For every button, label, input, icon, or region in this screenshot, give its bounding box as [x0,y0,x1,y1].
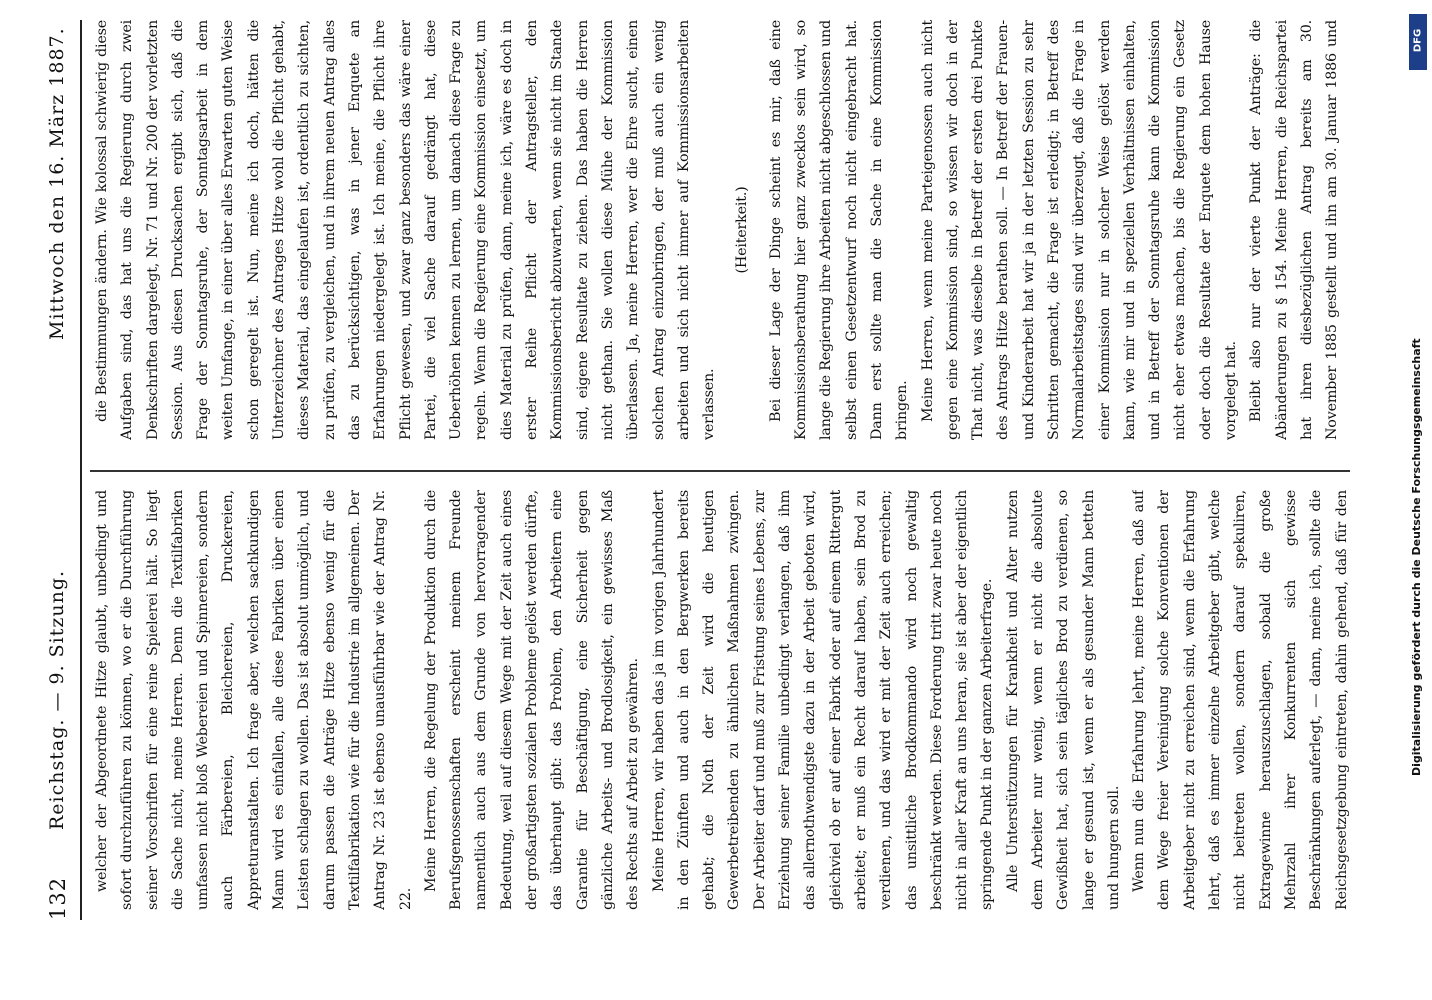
paragraph: Meine Herren, wir haben das ja im vorigen Jahrhundert in den Zünften und auch in den Bergwerken bereits gehabt; die Noth der Zeit wird die heutigen Gewerbetreibenden zu ähnlichen Maßnahmen zwingen. Der Arbeiter darf und muß zur Fristung seines Lebens, zur Erziehung seiner Familie unbedingt verlangen, daß ihm das allernothwendigste dazu in der Arbeit geboten wird, gleichviel ob er auf einer Fabrik oder auf einem Rittergut arbeitet; er muß ein Recht darauf haben, sein Brod zu verdienen, und das wird er mit der Zeit auch erreichen; das unsittliche Brodkommando wird noch gewaltig beschränkt werden. Diese Forderung tritt zwar heute noch nicht in aller Kraft an uns heran, sie ist aber der eigentlich springende Punkt in der ganzen Arbeiterfrage. [650,490,996,910]
page-number: 132 [46,876,70,920]
dfg-funding-note: Digitalisierung gefördert durch die Deutsche Forschungsgemeinschaft [1410,338,1423,776]
column-divider [90,471,1350,473]
paragraph: Meine Herren, wenn meine Parteigenossen auch nicht gegen eine Kommission sind, so wissen wir doch in der That nicht, was dieselbe in Betreff der ersten drei Punkte des Antrags Hitze berathen soll. — In Betreff der Frauen- und Kinderarbeit hat wir ja in der letzten Session zu sehr Schritten gemacht, die Frage ist erledigt; in Betreff des Normalarbeitstages sind wir überzeugt, daß die Frage in einer Kommission nur in solcher Weise gelöst werden kann, wie mir und in speziellen Verhältnissen einhalten, und in Betreff der Sonntagsruhe kann die Kommission nicht eher etwas machen, bis die Regierung ein Gesetz oder doch die Resultate der Enquete dem hohen Hause vorgelegt hat. [919,20,1240,440]
page-header [44,20,74,920]
paragraph: Alle Unterstützungen für Krankheit und Alter nutzen dem Arbeiter nur wenig, wenn er nicht die absolute Gewißheit hat, sich sein tägliches Brod zu verdienen, so lange er gesund ist, wenn er als gesunder Mann betteln und hungern soll. [1004,490,1122,910]
dfg-logo: DFG [1409,14,1427,70]
paragraph: die Bestimmungen ändern. Wie kolossal schwierig diese Aufgaben sind, das hat uns die Regierung durch zwei Denkschriften dargelegt, Nr. 71 und Nr. 200 der vorletzten Session. Aus diesen Drucksachen ergibt sich, daß die Frage der Sonntagsruhe, der Sonntagsarbeit in dem weiten Umfange, in einer über alles Erwarten guten Weise schon geregelt ist. Nun, meine ich doch, hätten die Unterzeichner des Antrages Hitze wohl die Pflicht gehabt, dieses Material, das eingelaufen ist, ordentlich zu sichten, zu prüfen, zu vergleichen, und in ihrem neuen Antrag alles das zu berücksichtigen, was in jener Enquete an Erfahrungen niedergelegt ist. Ich meine, die Pflicht ihre Pflicht gewesen, und zwar ganz besonders das wäre einer Partei, die viel Sache darauf gedrängt hat, diese Ueberhöhen kennen zu lernen, um danach diese Frage zu regeln. Wenn die Regierung eine Kommission einsetzt, um dies Material zu prüfen, dann, meine ich, wäre es doch in erster Reihe Pflicht der Antragsteller, den Kommissionsbericht abzuwarten, wenn sie nicht im Stande sind, eigene Resultate zu ziehen. Das haben die Herren nicht gethan. Sie wollen diese Mühe der Kommission überlassen. Ja, meine Herren, wer die Ehre sucht, einen solchen Antrag einzubringen, der muß auch ein wenig arbeiten und sich nicht immer auf Kommissionsarbeiten verlassen. [94,20,718,440]
header-rule [80,20,82,920]
paragraph: Bleibt also nur der vierte Punkt der Anträge: die Abänderungen zu § 154. Meine Herren, die Reichspartei hat ihren diesbezüglichen Antrag bereits am 30. November 1885 gestellt und ihn am 30. Januar 1886 und [1248,20,1341,440]
dfg-sidebar [1408,6,1428,996]
paragraph: Bei dieser Lage der Dinge scheint es mir, daß eine Kommissionsberathung hier ganz zwecklos sein wird, so lange die Regierung ihre Arbeiten nicht abgeschlossen und selbst einen Gesetzentwurf noch nicht eingebracht hat. Dann erst sollte man die Sache in eine Kommission bringen. [767,20,911,440]
paragraph: Wenn nun die Erfahrung lehrt, meine Herren, daß auf dem Wege freier Vereinigung solche Konventionen der Arbeitgeber nicht zu erreichen sind, wenn die Erfahrung lehrt, daß es immer einzelne Arbeitgeber gibt, welche nicht beitreten wollen, sondern darauf spekuliren, Extragewinne herauszuschlagen, sobald die große Mehrzahl ihrer Konkurrenten sich gewisse Beschränkungen auferlegt, — dann, meine ich, sollte die Reichsgesetzgebung eintreten, dahin gehend, daß für den [1131,490,1350,910]
paragraph: welcher der Abgeordnete Hitze glaubt, unbedingt und sofort durchzuführen zu können, wo er die Durchführung seiner Vorschriften für eine reine Spielerei hält. So liegt die Sache nicht, meine Herren. Denn die Textilfabriken umfassen nicht bloß Webereien und Spinnereien, sondern auch Färbereien, Bleichereien, Druckereien, Appreturanstalten. Ich frage aber, welchen sachkundigen Mann wird es einfallen, alle diese Fabriken über einen Leisten schlagen zu wollen. Das ist absolut unmöglich, und darum passen die Anträge Hitze ebenso wenig für die Textilfabrikation wie für die Industrie im allgemeinen. Der Antrag Nr. 23 ist ebenso unausführbar wie der Antrag Nr. 22. [94,490,414,910]
left-column [90,490,1350,910]
header-date: Mittwoch den 16. März 1887. [46,27,68,340]
paragraph: (Heiterkeit.) [734,186,751,274]
paragraph: Meine Herren, die Regelung der Produktion durch die Berufsgenossenschaften erscheint meinem Freunde namentlich auch aus dem Grunde von hervorragender Bedeutung, weil auf diesem Wege mit der Zeit auch eines der großartigsten sozialen Probleme gelöst werden dürfte, das überhaupt gibt: das Problem, den Arbeitern eine Garantie für Beschäftigung, eine Sicherheit gegen gänzliche Arbeits- und Brodlosigkeit, ein gewisses Maß des Rechts auf Arbeit zu gewähren. [422,490,642,910]
right-column [90,20,1350,440]
header-session: Reichstag. — 9. Sitzung. [46,569,68,830]
